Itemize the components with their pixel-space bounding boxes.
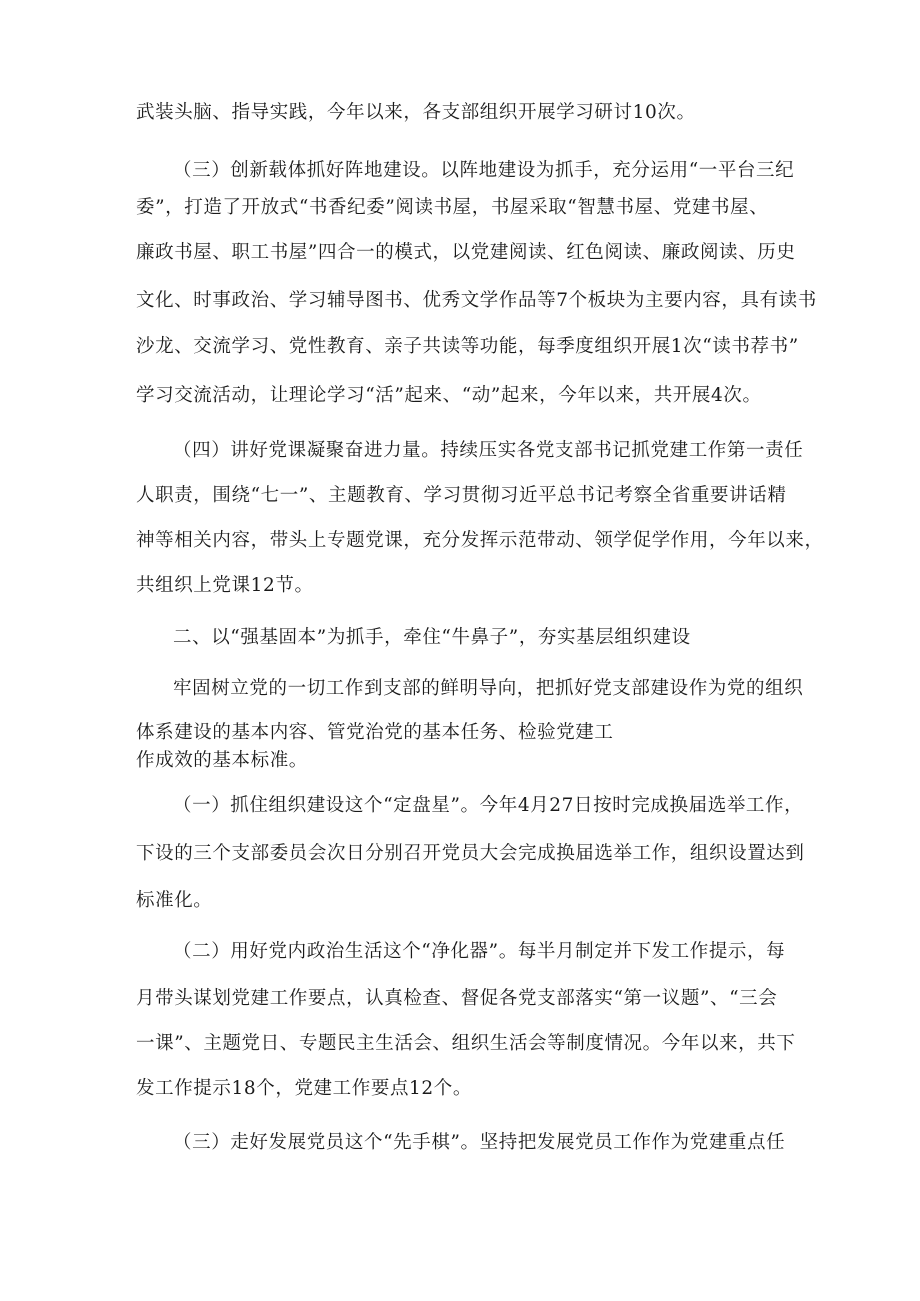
text-line: 沙龙、交流学习、党性教育、亲子共读等功能，每季度组织开展1次“读书荐书” [136,336,799,357]
text-line: （一）抓住组织建设这个“定盘星”。今年4月27日按时完成换届选举工作， [173,795,804,816]
text-line: 廉政书屋、职工书屋”四合一的模式，以党建阅读、红色阅读、廉政阅读、历史 [136,242,796,263]
text-line: 人职责，围绕“七一”、主题教育、学习贯彻习近平总书记考察全省重要讲话精 [136,485,787,506]
text-line: 标准化。 [136,890,213,911]
text-line: 武装头脑、指导实践，今年以来，各支部组织开展学习研讨10次。 [136,102,696,123]
text-line: 文化、时事政治、学习辅导图书、优秀文学作品等7个板块为主要内容，具有读书 [136,290,817,311]
text-line: 月带头谋划党建工作要点，认真检查、督促各党支部落实“第一议题”、“三会 [136,988,778,1009]
text-line: （三）创新载体抓好阵地建设。以阵地建设为抓手，充分运用“一平台三纪 [173,160,795,181]
text-line: 委”，打造了开放式“书香纪委”阅读书屋，书屋采取“智慧书屋、党建书屋、 [136,197,769,218]
text-line: 共组织上党课12节。 [136,575,314,596]
text-line: （二）用好党内政治生活这个“净化器”。每半月制定并下发工作提示，每 [173,941,786,962]
text-line: （四）讲好党课凝聚奋进力量。持续压实各党支部书记抓党建工作第一责任 [173,440,804,461]
text-line: 下设的三个支部委员会次日分别召开党员大会完成换届选举工作，组织设置达到 [136,843,805,864]
text-line: 发工作提示18个，党建工作要点12个。 [136,1078,472,1099]
text-line: 牢固树立党的一切工作到支部的鲜明导向，把抓好党支部建设作为党的组织 [173,678,804,699]
text-line: 神等相关内容，带头上专题党课，充分发挥示范带动、领学促学作用，今年以来， [136,530,824,551]
section-heading: 二、以“强基固本”为抓手，牵住“牛鼻子”，夯实基层组织建设 [173,627,691,648]
text-line: 学习交流活动，让理论学习“活”起来、“动”起来，今年以来，共开展4次。 [136,385,762,406]
text-line: 作成效的基本标准。 [136,750,308,771]
text-line: 一课”、主题党日、专题民主生活会、组织生活会等制度情况。今年以来，共下 [136,1033,796,1054]
text-line: （三）走好发展党员这个“先手棋”。坚持把发展党员工作作为党建重点任 [173,1132,786,1153]
text-line: 体系建设的基本内容、管党治党的基本任务、检验党建工 [136,722,614,743]
